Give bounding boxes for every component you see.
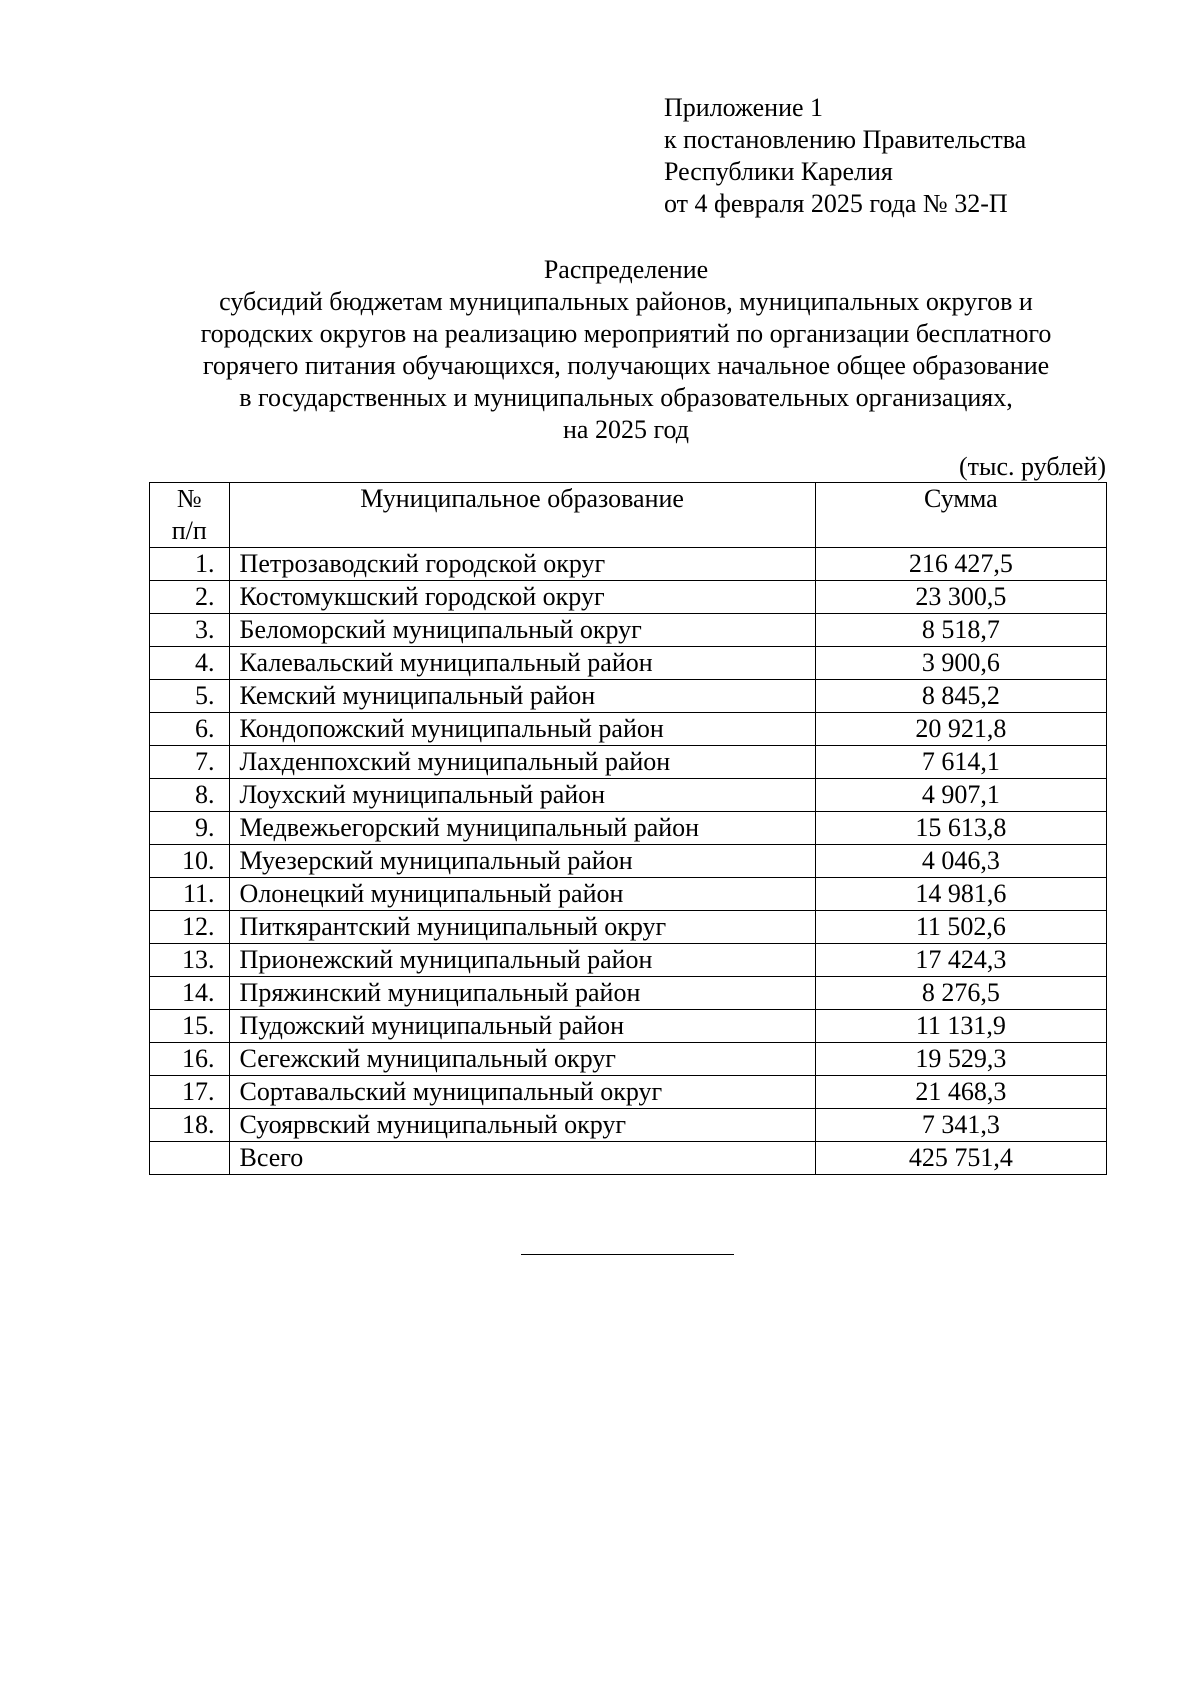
table-row xyxy=(150,944,1107,977)
row-number: 18. xyxy=(150,1109,230,1142)
row-municipality: Суоярвский муниципальный округ xyxy=(229,1109,815,1142)
appendix-resolution-ref: к постановлению Правительства xyxy=(664,125,1027,154)
table-row xyxy=(150,1010,1107,1043)
row-municipality: Медвежьегорский муниципальный район xyxy=(229,812,815,845)
row-sum: 4 046,3 xyxy=(815,845,1106,878)
row-number: 16. xyxy=(150,1043,230,1076)
row-number: 9. xyxy=(150,812,230,845)
row-number: 14. xyxy=(150,977,230,1010)
distribution-table xyxy=(149,482,1107,1175)
row-number: 12. xyxy=(150,911,230,944)
row-municipality: Лоухский муниципальный район xyxy=(229,779,815,812)
document-title xyxy=(150,254,1102,446)
title-line: Распределение xyxy=(543,255,709,284)
row-number: 3. xyxy=(150,614,230,647)
row-sum: 17 424,3 xyxy=(815,944,1106,977)
row-sum: 8 845,2 xyxy=(815,680,1106,713)
title-line: субсидий бюджетам муниципальных районов, муниципальных округов и xyxy=(219,287,1033,316)
row-sum: 21 468,3 xyxy=(815,1076,1106,1109)
row-municipality: Кондопожский муниципальный район xyxy=(229,713,815,746)
header-number xyxy=(150,483,230,548)
row-municipality: Лахденпохский муниципальный район xyxy=(229,746,815,779)
table-row xyxy=(150,812,1107,845)
table-row xyxy=(150,1109,1107,1142)
table-row xyxy=(150,845,1107,878)
table-row xyxy=(150,581,1107,614)
table-row xyxy=(150,779,1107,812)
end-rule xyxy=(521,1254,734,1255)
row-sum: 23 300,5 xyxy=(815,581,1106,614)
header-number-pp: п/п xyxy=(171,516,207,545)
row-sum: 7 614,1 xyxy=(815,746,1106,779)
row-sum: 8 276,5 xyxy=(815,977,1106,1010)
row-sum: 19 529,3 xyxy=(815,1043,1106,1076)
row-municipality: Сортавальский муниципальный округ xyxy=(229,1076,815,1109)
table-row xyxy=(150,614,1107,647)
row-number: 5. xyxy=(150,680,230,713)
row-municipality: Петрозаводский городской округ xyxy=(229,548,815,581)
row-number: 8. xyxy=(150,779,230,812)
table-header-row xyxy=(150,483,1107,548)
units-label: (тыс. рублей) xyxy=(958,452,1106,481)
row-number: 11. xyxy=(150,878,230,911)
appendix-republic: Республики Карелия xyxy=(664,157,893,186)
table-row xyxy=(150,911,1107,944)
appendix-number: Приложение 1 xyxy=(664,93,824,122)
row-sum: 425 751,4 xyxy=(815,1142,1106,1175)
row-number: 6. xyxy=(150,713,230,746)
row-sum: 3 900,6 xyxy=(815,647,1106,680)
header-number-sign: № xyxy=(176,484,202,513)
table-row xyxy=(150,878,1107,911)
row-number xyxy=(150,1142,230,1175)
table-row xyxy=(150,680,1107,713)
table-row xyxy=(150,977,1107,1010)
row-municipality: Беломорский муниципальный округ xyxy=(229,614,815,647)
row-number: 4. xyxy=(150,647,230,680)
row-number: 17. xyxy=(150,1076,230,1109)
title-line: городских округов на реализацию мероприятий по организации бесплатного xyxy=(200,319,1052,348)
row-municipality: Пряжинский муниципальный район xyxy=(229,977,815,1010)
title-line: на 2025 год xyxy=(563,415,689,444)
table-body xyxy=(150,548,1107,1175)
row-municipality: Костомукшский городской округ xyxy=(229,581,815,614)
row-sum: 20 921,8 xyxy=(815,713,1106,746)
row-sum: 11 502,6 xyxy=(815,911,1106,944)
table-row xyxy=(150,1076,1107,1109)
row-municipality: Пудожский муниципальный район xyxy=(229,1010,815,1043)
row-number: 1. xyxy=(150,548,230,581)
row-sum: 14 981,6 xyxy=(815,878,1106,911)
row-municipality: Всего xyxy=(229,1142,815,1175)
table-row xyxy=(150,1043,1107,1076)
row-municipality: Сегежский муниципальный округ xyxy=(229,1043,815,1076)
row-sum: 7 341,3 xyxy=(815,1109,1106,1142)
row-number: 15. xyxy=(150,1010,230,1043)
row-sum: 216 427,5 xyxy=(815,548,1106,581)
row-municipality: Калевальский муниципальный район xyxy=(229,647,815,680)
table-row xyxy=(150,713,1107,746)
row-sum: 4 907,1 xyxy=(815,779,1106,812)
row-number: 7. xyxy=(150,746,230,779)
header-municipality: Муниципальное образование xyxy=(229,483,815,548)
title-line: горячего питания обучающихся, получающих начальное общее образование xyxy=(202,351,1050,380)
appendix-date-number: от 4 февраля 2025 года № 32-П xyxy=(664,189,1008,218)
row-number: 13. xyxy=(150,944,230,977)
row-number: 10. xyxy=(150,845,230,878)
appendix-header xyxy=(664,92,1026,220)
row-municipality: Олонецкий муниципальный район xyxy=(229,878,815,911)
row-municipality: Прионежский муниципальный район xyxy=(229,944,815,977)
row-sum: 8 518,7 xyxy=(815,614,1106,647)
table-total-row xyxy=(150,1142,1107,1175)
table-row xyxy=(150,647,1107,680)
table-row xyxy=(150,746,1107,779)
table-row xyxy=(150,548,1107,581)
row-municipality: Питкярантский муниципальный округ xyxy=(229,911,815,944)
title-line: в государственных и муниципальных образовательных организациях, xyxy=(239,383,1013,412)
row-municipality: Кемский муниципальный район xyxy=(229,680,815,713)
row-municipality: Муезерский муниципальный район xyxy=(229,845,815,878)
row-sum: 15 613,8 xyxy=(815,812,1106,845)
header-sum: Сумма xyxy=(815,483,1106,548)
row-sum: 11 131,9 xyxy=(815,1010,1106,1043)
row-number: 2. xyxy=(150,581,230,614)
